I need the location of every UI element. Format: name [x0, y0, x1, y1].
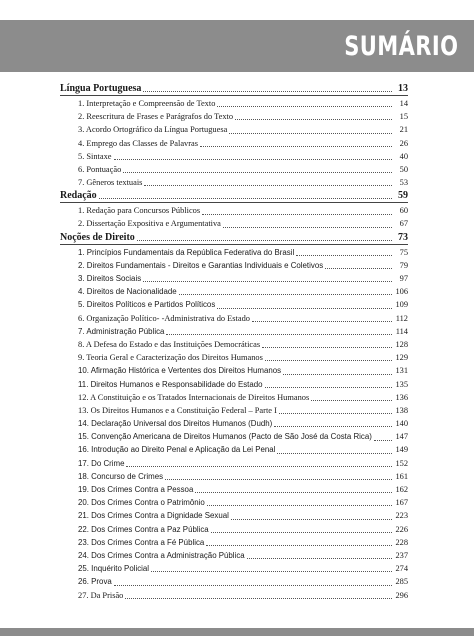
toc-leader-dots	[247, 552, 392, 559]
toc-item-page: 15	[399, 112, 408, 122]
toc-section-page: 13	[398, 83, 408, 94]
toc-item-page: 149	[395, 445, 408, 455]
toc-leader-dots	[296, 249, 392, 256]
toc-item	[60, 110, 408, 123]
toc-item-label: 3. Direitos Sociais	[78, 274, 142, 284]
toc-item-page: 285	[395, 577, 408, 587]
toc-item-label: 5. Sintaxe	[78, 151, 112, 161]
toc-item	[60, 364, 408, 377]
toc-item-page: 152	[395, 458, 408, 468]
toc-item-page: 296	[395, 590, 408, 600]
toc-item	[60, 338, 408, 351]
toc-item-label: 25. Inquérito Policial	[78, 564, 150, 574]
toc-leader-dots	[165, 473, 392, 480]
toc-item	[60, 97, 408, 110]
toc-item-page: 75	[399, 247, 408, 257]
toc-item-label: 16. Introdução ao Direito Penal e Aplicação da Lei Penal	[78, 445, 276, 455]
toc-leader-dots	[137, 234, 392, 241]
toc-item	[60, 470, 408, 483]
toc-item	[60, 272, 408, 285]
toc-leader-dots	[99, 192, 392, 199]
toc-item	[60, 325, 408, 338]
toc-item-page: 79	[399, 260, 408, 270]
toc-item-page: 140	[395, 419, 408, 429]
toc-item-page: 60	[399, 206, 408, 216]
toc-item	[60, 562, 408, 575]
toc-item-label: 11. Direitos Humanos e Responsabilidade do Estado	[78, 379, 263, 389]
toc-item-label: 23. Dos Crimes Contra a Fé Pública	[78, 537, 205, 547]
toc-leader-dots	[166, 328, 392, 335]
toc-item	[60, 204, 408, 217]
toc-item-label: 26. Prova	[78, 577, 112, 587]
table-of-contents	[60, 82, 408, 602]
toc-leader-dots	[202, 208, 392, 215]
toc-leader-dots	[200, 140, 392, 147]
toc-item-label: 3. Acordo Ortográfico da Língua Portuguesa	[78, 125, 228, 135]
toc-item-label: 17. Do Crime	[78, 458, 125, 468]
toc-item-page: 226	[395, 524, 408, 534]
toc-leader-dots	[229, 127, 392, 134]
toc-item-page: 114	[395, 326, 408, 336]
toc-leader-dots	[279, 407, 392, 414]
toc-item-page: 21	[399, 125, 408, 135]
toc-item-label: 21. Dos Crimes Contra a Dignidade Sexual	[78, 511, 229, 521]
toc-leader-dots	[262, 341, 392, 348]
page-title: SUMÁRIO	[343, 31, 458, 62]
toc-item-label: 4. Direitos de Nacionalidade	[78, 287, 177, 297]
toc-item-page: 162	[395, 485, 408, 495]
toc-item-label: 20. Dos Crimes Contra o Patrimônio	[78, 498, 205, 508]
toc-leader-dots	[374, 434, 392, 441]
toc-section-1	[60, 189, 408, 202]
toc-item-page: 97	[399, 274, 408, 284]
toc-item-label: 1. Redação para Concursos Públicos	[78, 206, 201, 216]
toc-item	[60, 575, 408, 588]
toc-item-page: 53	[399, 178, 408, 188]
toc-item-label: 18. Concurso de Crimes	[78, 471, 164, 481]
toc-item	[60, 404, 408, 417]
toc-item-label: 1. Princípios Fundamentais da República Federativa do Brasil	[78, 247, 295, 257]
toc-item	[60, 509, 408, 522]
toc-item-label: 12. A Constituição e os Tratados Internacionais de Direitos Humanos	[78, 392, 310, 402]
toc-leader-dots	[126, 460, 392, 467]
toc-leader-dots	[207, 499, 392, 506]
toc-leader-dots	[144, 179, 392, 186]
toc-item-label: 2. Dissertação Expositiva e Argumentativa	[78, 219, 221, 229]
toc-leader-dots	[252, 315, 392, 322]
toc-item-label: 10. Afirmação Histórica e Vertentes dos Direitos Humanos	[78, 366, 282, 376]
toc-item-page: 161	[395, 471, 408, 481]
toc-item	[60, 589, 408, 602]
toc-item-page: 26	[399, 138, 408, 148]
section-divider	[60, 95, 408, 96]
toc-section-title: Língua Portuguesa	[60, 83, 142, 94]
toc-leader-dots	[114, 153, 393, 160]
toc-item-page: 128	[395, 339, 408, 349]
toc-item	[60, 483, 408, 496]
toc-item-label: 7. Administração Pública	[78, 326, 165, 336]
toc-item-page: 136	[395, 392, 408, 402]
bottom-bar	[0, 628, 474, 636]
section-divider	[60, 202, 408, 203]
toc-item-label: 1. Interpretação e Compreensão de Texto	[78, 98, 216, 108]
toc-item-label: 9. Teoria Geral e Caracterização dos Direitos Humanos	[78, 353, 263, 363]
toc-item-page: 228	[395, 537, 408, 547]
toc-item-label: 15. Convenção Americana de Direitos Humanos (Pacto de São José da Costa Rica)	[78, 432, 372, 442]
toc-leader-dots	[179, 288, 392, 295]
toc-item	[60, 259, 408, 272]
toc-section-2	[60, 231, 408, 244]
toc-item	[60, 444, 408, 457]
toc-item	[60, 378, 408, 391]
toc-leader-dots	[265, 381, 392, 388]
toc-item-label: 13. Os Direitos Humanos e a Constituição Federal – Parte I	[78, 405, 277, 415]
toc-item-label: 14. Declaração Universal dos Direitos Humanos (Dudh)	[78, 419, 273, 429]
toc-item-page: 131	[395, 366, 408, 376]
toc-leader-dots	[274, 420, 392, 427]
toc-item-label: 27. Da Prisão	[78, 590, 124, 600]
toc-item-label: 24. Dos Crimes Contra a Administração Pública	[78, 550, 245, 560]
toc-item	[60, 536, 408, 549]
toc-item-page: 106	[395, 287, 408, 297]
toc-item	[60, 285, 408, 298]
toc-item	[60, 351, 408, 364]
toc-item	[60, 549, 408, 562]
toc-leader-dots	[211, 526, 392, 533]
toc-leader-dots	[143, 85, 392, 92]
toc-leader-dots	[277, 447, 392, 454]
toc-item-page: 147	[395, 432, 408, 442]
toc-item-page: 50	[399, 164, 408, 174]
toc-leader-dots	[265, 354, 392, 361]
toc-item-page: 135	[395, 379, 408, 389]
toc-item	[60, 176, 408, 189]
toc-item-label: 6. Organização Político- -Administrativa do Estado	[78, 313, 250, 323]
toc-leader-dots	[206, 539, 392, 546]
toc-item	[60, 312, 408, 325]
toc-item	[60, 298, 408, 311]
toc-item-label: 2. Reescritura de Frases e Parágrafos do Texto	[78, 112, 234, 122]
toc-item-page: 109	[395, 300, 408, 310]
toc-item-page: 237	[395, 550, 408, 560]
toc-leader-dots	[223, 221, 392, 228]
toc-item-page: 223	[395, 511, 408, 521]
toc-item	[60, 137, 408, 150]
section-divider	[60, 244, 408, 245]
toc-item	[60, 523, 408, 536]
toc-item-page: 67	[399, 219, 408, 229]
toc-item-label: 6. Pontuação	[78, 164, 122, 174]
toc-leader-dots	[195, 486, 392, 493]
toc-leader-dots	[217, 302, 392, 309]
toc-item-label: 22. Dos Crimes Contra a Paz Pública	[78, 524, 209, 534]
toc-leader-dots	[125, 592, 392, 599]
toc-item-label: 7. Gêneros textuais	[78, 178, 143, 188]
toc-item	[60, 246, 408, 259]
toc-leader-dots	[123, 166, 392, 173]
toc-leader-dots	[235, 113, 392, 120]
toc-item-page: 167	[395, 498, 408, 508]
toc-section-page: 73	[398, 231, 408, 243]
toc-item-page: 129	[395, 353, 408, 363]
toc-section-title: Noções de Direito	[60, 231, 135, 243]
toc-item	[60, 163, 408, 176]
toc-item	[60, 496, 408, 509]
toc-section-0	[60, 82, 408, 95]
toc-leader-dots	[143, 275, 392, 282]
toc-leader-dots	[283, 368, 392, 375]
toc-item	[60, 150, 408, 163]
toc-item-page: 40	[399, 151, 408, 161]
toc-item	[60, 218, 408, 231]
toc-leader-dots	[217, 100, 392, 107]
toc-item-page: 112	[395, 313, 408, 323]
toc-leader-dots	[325, 262, 392, 269]
toc-section-page: 59	[398, 190, 408, 202]
toc-item-label: 5. Direitos Políticos e Partidos Políticos	[78, 300, 216, 310]
toc-leader-dots	[231, 513, 392, 520]
toc-item-label: 19. Dos Crimes Contra a Pessoa	[78, 485, 194, 495]
toc-leader-dots	[311, 394, 392, 401]
toc-item-label: 2. Direitos Fundamentais - Direitos e Garantias Individuais e Coletivos	[78, 260, 324, 270]
toc-item	[60, 123, 408, 136]
toc-leader-dots	[151, 565, 392, 572]
toc-item-label: 4. Emprego das Classes de Palavras	[78, 138, 199, 148]
toc-item-page: 274	[395, 564, 408, 574]
toc-item	[60, 391, 408, 404]
toc-item	[60, 417, 408, 430]
toc-item	[60, 430, 408, 443]
toc-item-label: 8. A Defesa do Estado e das Instituições Democráticas	[78, 339, 261, 349]
toc-item	[60, 457, 408, 470]
toc-leader-dots	[114, 579, 392, 586]
toc-item-page: 14	[399, 98, 408, 108]
toc-item-page: 138	[395, 405, 408, 415]
toc-section-title: Redação	[60, 190, 97, 202]
